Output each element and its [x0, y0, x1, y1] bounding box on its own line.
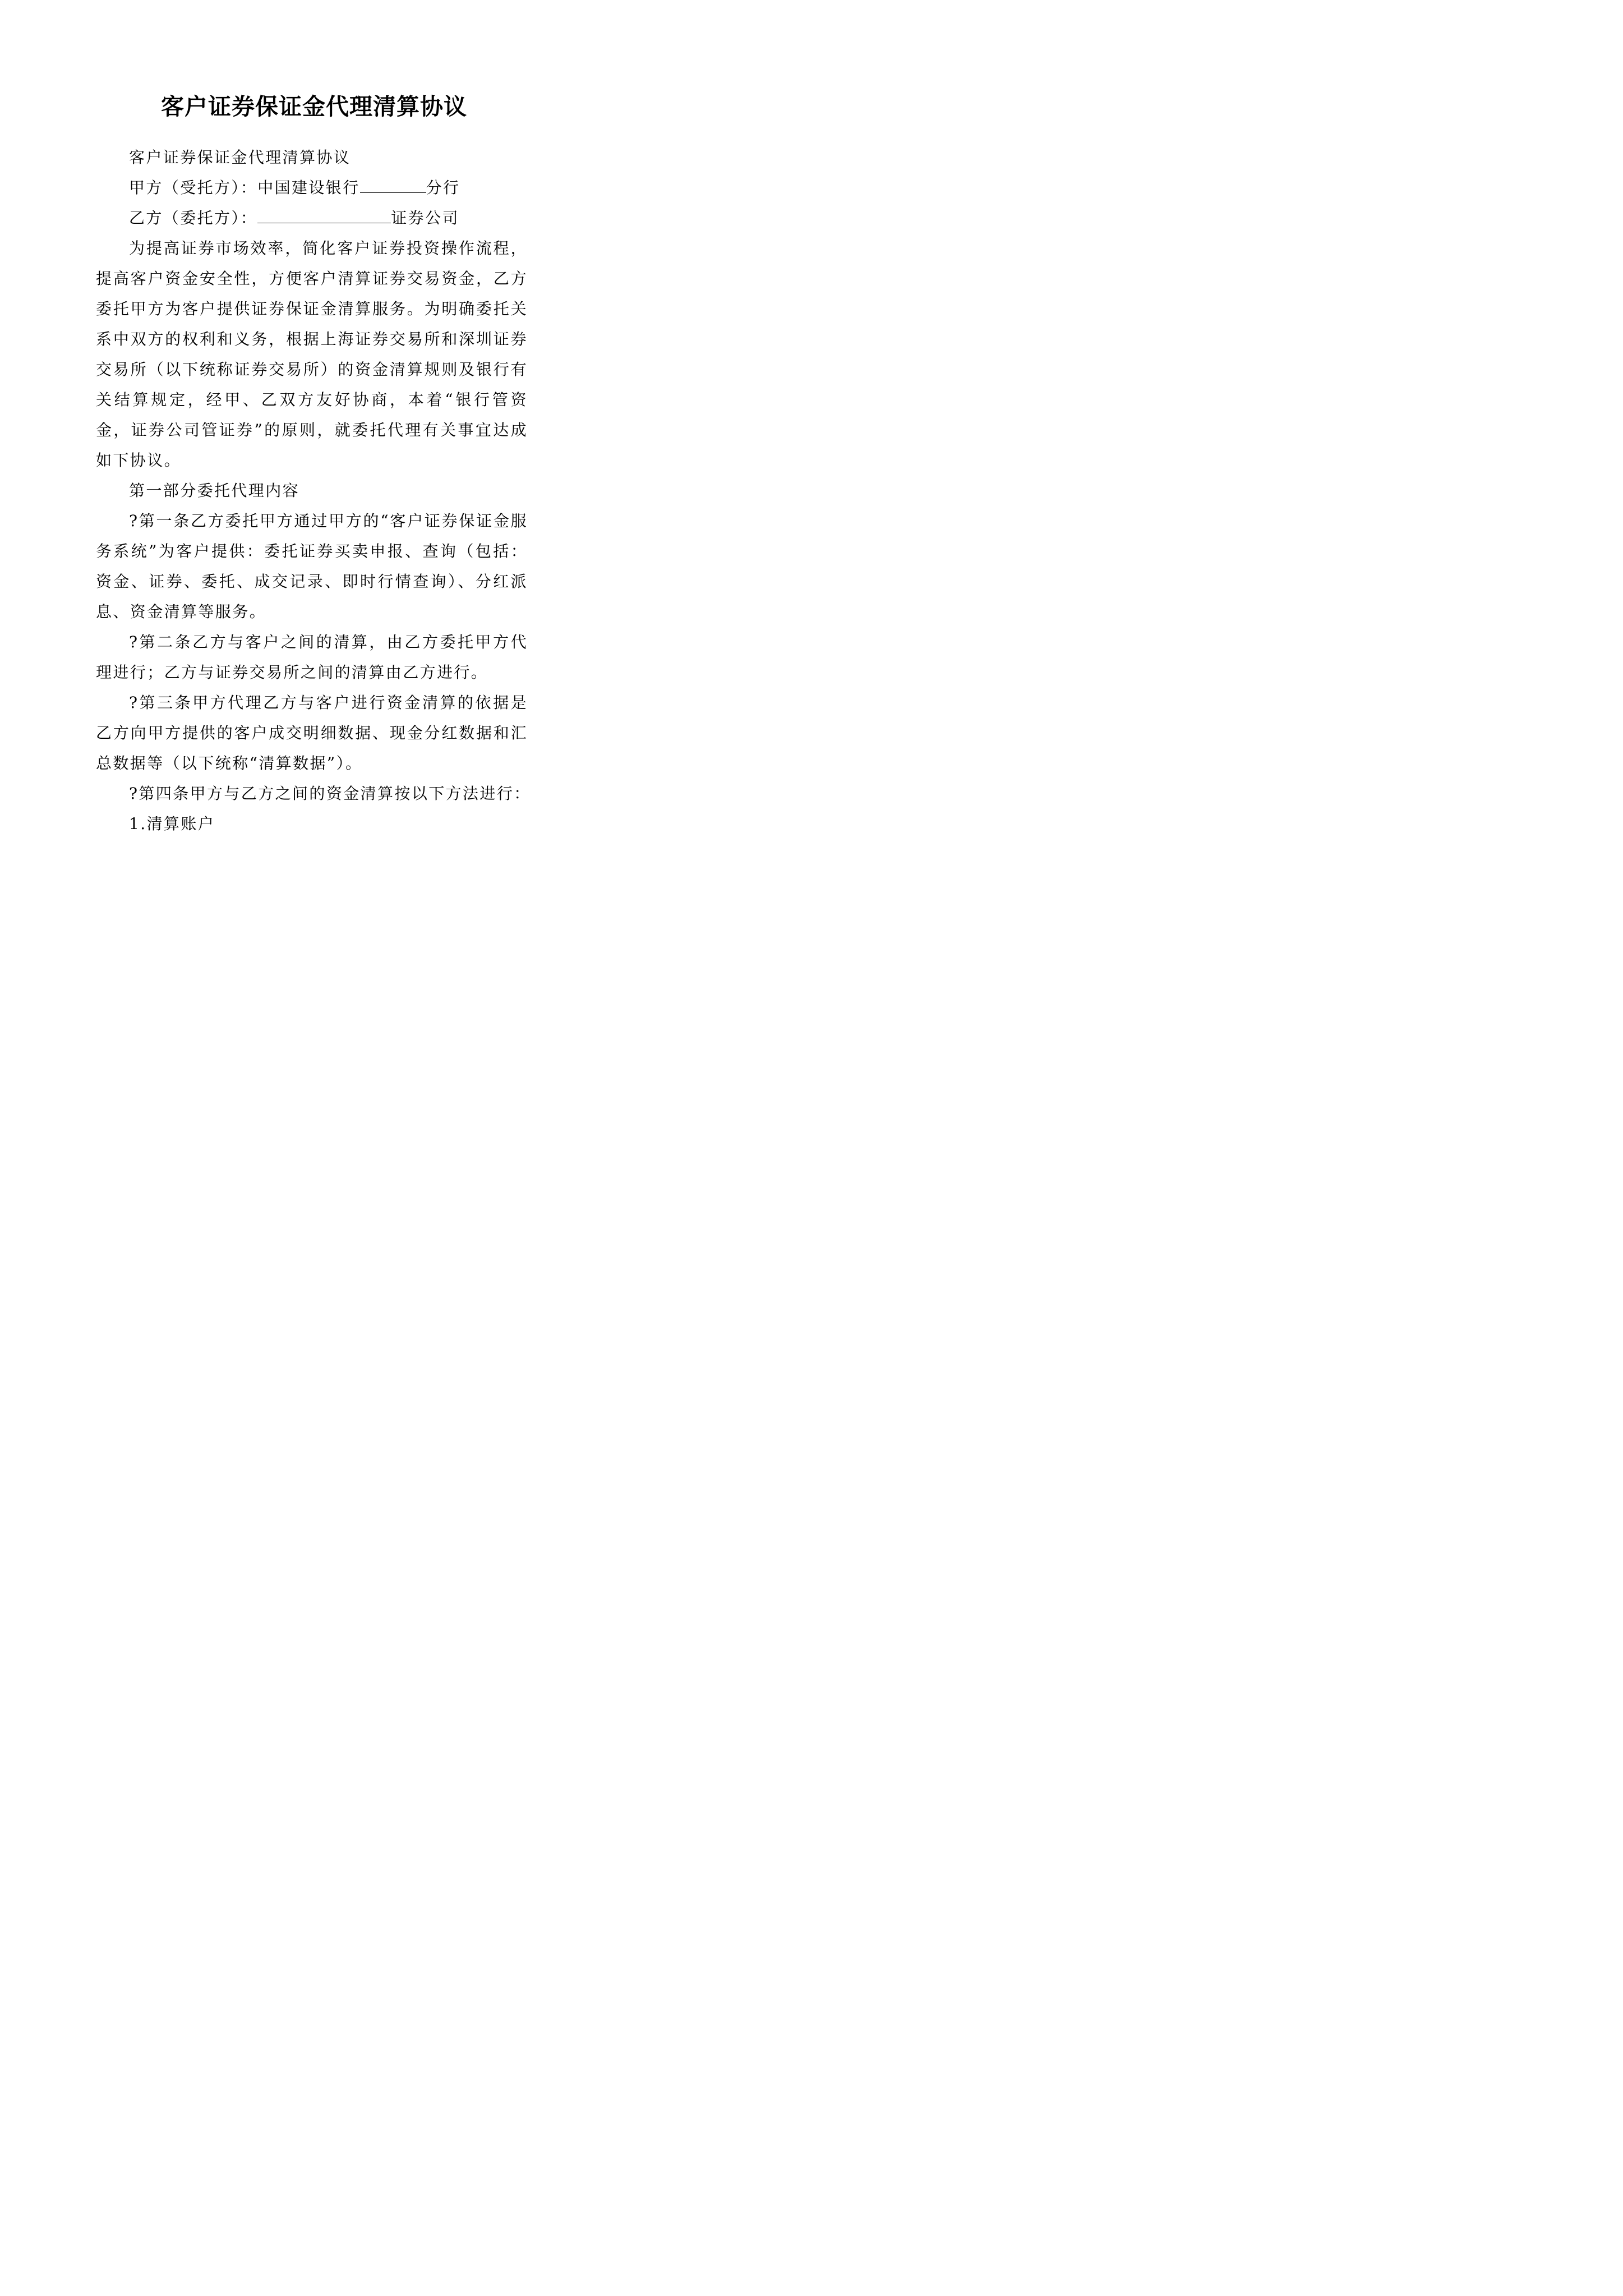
- party-b-line: [96, 203, 528, 233]
- article-3: ?第三条甲方代理乙方与客户进行资金清算的依据是乙方向甲方提供的客户成交明细数据、现金分红数据和汇总数据等（以下统称“清算数据”）。: [96, 693, 528, 772]
- branch-name-blank: [360, 180, 426, 193]
- document-page: [0, 0, 628, 889]
- party-a-suffix: 分行: [426, 178, 460, 197]
- party-a-line: [96, 173, 528, 203]
- party-b-suffix: 证券公司: [391, 209, 459, 227]
- document-title: 客户证券保证金代理清算协议: [161, 93, 467, 121]
- party-b-prefix: 乙方（委托方）：: [129, 209, 258, 227]
- intro-paragraph: 为提高证券市场效率，简化客户证券投资操作流程，提高客户资金安全性，方便客户清算证券交易资金，乙方委托甲方为客户提供证券保证金清算服务。为明确委托关系中双方的权利和义务，根据上海证券交易所和深圳证券交易所（以下统称证券交易所）的资金清算规则及银行有关结算规定，经甲、乙双方友好协商，本着“银行管资金，证券公司管证券”的原则，就委托代理有关事宜达成如下协议。: [96, 239, 528, 470]
- document-subtitle: 客户证券保证金代理清算协议: [129, 148, 351, 167]
- company-name-blank: [257, 210, 391, 223]
- article-2: ?第二条乙方与客户之间的清算，由乙方委托甲方代理进行；乙方与证券交易所之间的清算由乙方进行。: [96, 633, 528, 682]
- item-1-settlement-account: 1.清算账户: [129, 815, 215, 833]
- article-1: ?第一条乙方委托甲方通过甲方的“客户证券保证金服务系统”为客户提供：委托证券买卖申报、查询（包括：资金、证券、委托、成交记录、即时行情查询）、分红派息、资金清算等服务。: [96, 512, 528, 621]
- party-a-prefix: 甲方（受托方）：中国建设银行: [129, 178, 360, 197]
- document-body: [96, 142, 531, 839]
- part-one-heading: 第一部分委托代理内容: [129, 481, 300, 500]
- article-4: ?第四条甲方与乙方之间的资金清算按以下方法进行：: [129, 784, 531, 803]
